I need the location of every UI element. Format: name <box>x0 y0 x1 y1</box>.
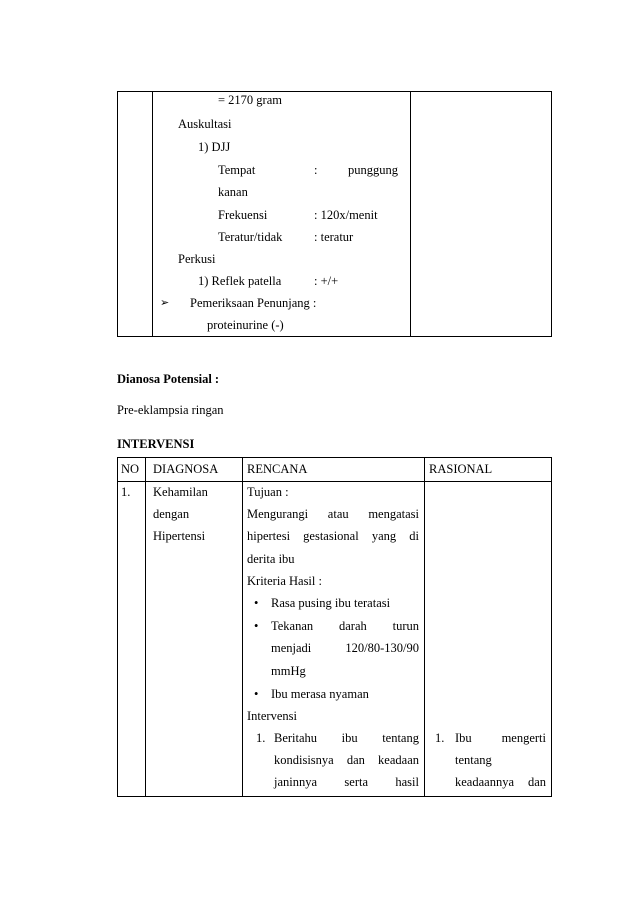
rasional-item-line: keadaannya dan <box>455 775 546 789</box>
kriteria-item-3: Ibu merasa nyaman <box>271 687 369 701</box>
table-border-right <box>551 91 552 337</box>
rasional-item-line: Ibu mengerti <box>455 731 546 745</box>
kriteria-label: Kriteria Hasil : <box>247 574 322 588</box>
auskultasi-heading: Auskultasi <box>178 117 232 131</box>
table-border-top <box>117 457 551 458</box>
pemeriksaan-value: proteinurine (-) <box>207 318 284 332</box>
intervensi-item-line: janinnya serta hasil <box>274 775 419 789</box>
kriteria-item-1: Rasa pusing ibu teratasi <box>271 596 391 610</box>
pemeriksaan-label: Pemeriksaan Penunjang : <box>190 296 317 310</box>
intervensi-item-line: Beritahu ibu tentang <box>274 731 419 745</box>
intervensi-item-number: 1. <box>256 731 266 745</box>
tempat-colon: : <box>314 163 318 177</box>
header-diagnosa: DIAGNOSA <box>153 462 219 476</box>
reflek-item: 1) Reflek patella <box>198 274 282 288</box>
kriteria-item-2-line: menjadi 120/80-130/90 <box>271 641 419 655</box>
table-column-divider <box>410 91 411 337</box>
diagnosis-text: Pre-eklampsia ringan <box>117 403 224 417</box>
teratur-value: : teratur <box>314 230 354 244</box>
row-number: 1. <box>121 485 131 499</box>
table-border-bottom <box>117 796 551 797</box>
table-border-bottom <box>117 336 551 337</box>
diagnosa-line: dengan <box>153 507 190 521</box>
bullet-icon: • <box>254 687 259 701</box>
reflek-value: : +/+ <box>314 274 339 288</box>
diagnosis-heading: Dianosa Potensial : <box>117 372 220 386</box>
table-column-divider <box>152 91 153 337</box>
kriteria-item-2-line: Tekanan darah turun <box>271 619 419 633</box>
arrow-bullet-icon: ➢ <box>160 296 170 309</box>
frekuensi-label: Frekuensi <box>218 208 268 222</box>
bullet-icon: • <box>254 619 259 633</box>
header-no: NO <box>121 462 140 476</box>
tempat-label: Tempat <box>218 163 256 177</box>
tujuan-label: Tujuan : <box>247 485 289 499</box>
table-border-right <box>551 457 552 797</box>
perkusi-heading: Perkusi <box>178 252 216 266</box>
frekuensi-value: : 120x/menit <box>314 208 378 222</box>
table-border-left <box>117 91 118 337</box>
tempat-value-continued: kanan <box>218 185 248 199</box>
tempat-value: punggung <box>348 163 398 177</box>
diagnosa-line: Hipertensi <box>153 529 206 543</box>
kriteria-item-2-last: mmHg <box>271 664 306 678</box>
rasional-item-number: 1. <box>435 731 445 745</box>
intervensi-item-line: kondisisnya dan keadaan <box>274 753 419 767</box>
table-header-divider <box>117 481 551 482</box>
bullet-icon: • <box>254 596 259 610</box>
rasional-item-line: tentang <box>455 753 492 767</box>
table-border-left <box>117 457 118 797</box>
table-column-divider <box>424 457 425 797</box>
tujuan-line: hipertesi gestasional yang di <box>247 529 419 543</box>
header-rasional: RASIONAL <box>429 462 493 476</box>
djj-item: 1) DJJ <box>198 140 231 154</box>
header-rencana: RENCANA <box>247 462 308 476</box>
table-column-divider <box>145 457 146 797</box>
diagnosa-line: Kehamilan <box>153 485 208 499</box>
teratur-label: Teratur/tidak <box>218 230 283 244</box>
weight-result: = 2170 gram <box>218 93 282 107</box>
table-border-top <box>117 91 551 92</box>
intervensi-label: Intervensi <box>247 709 297 723</box>
tujuan-line-last: derita ibu <box>247 552 295 566</box>
tujuan-line: Mengurangi atau mengatasi <box>247 507 419 521</box>
intervensi-heading: INTERVENSI <box>117 437 195 451</box>
table-column-divider <box>242 457 243 797</box>
